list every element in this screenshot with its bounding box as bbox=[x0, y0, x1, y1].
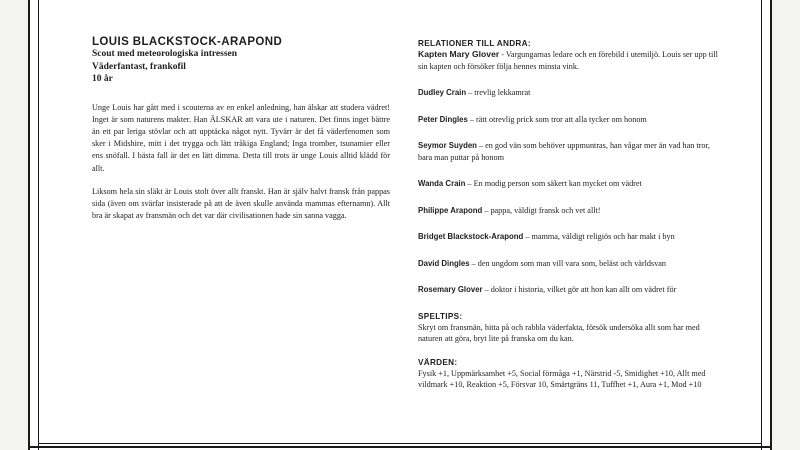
background-paragraph: Liksom hela sin släkt är Louis stolt över allt franskt. Han är själv halvt fransk från pappas sida (även om svärfar insisterade på att de även skulle använda mammas efternamn). Allt bra är skapat av fransmän och det var där civilisationen hade sin sanna vagga. bbox=[92, 186, 390, 221]
relations-heading: RELATIONER TILL ANDRA: bbox=[418, 39, 531, 48]
relation-name: Bridget Blackstock-Arapond bbox=[418, 232, 524, 241]
relation-name: Seymor Suyden bbox=[418, 141, 477, 150]
relation-text: – mamma, väldigt religiös och har makt i byn bbox=[523, 232, 675, 241]
relation-item bbox=[418, 140, 718, 163]
character-traits: Väderfantast, frankofil bbox=[92, 61, 186, 72]
tips-heading: SPELTIPS: bbox=[418, 311, 463, 321]
background-paragraph: Unge Louis har gått med i scouterna av en enkel anledning, han älskar att studera vädret! Inget är som naturens makter. Han ÄLSKAR att vara ute i naturen. Det finns inget bättre än ett par leriga stövlar och att upptäcka något nytt. Tyvärr är det få väderfenomen som sker i Midshire, mitt i det trygga och lätt tråkiga England; Inga tromber, tsunamier eller ens snöfall. I bästa fall är det en lätt dimma. Detta till trots är unge Louis alltid klädd för allt. bbox=[92, 102, 390, 173]
relation-item bbox=[418, 178, 718, 190]
relation-item bbox=[418, 258, 718, 270]
relation-name: Rosemary Glover bbox=[418, 285, 483, 294]
border-right-inner bbox=[761, 0, 762, 450]
relation-text: – doktor i historia, vilket gör att hon kan allt om vädret för bbox=[482, 285, 677, 294]
relation-text: – trevlig lekkamrat bbox=[466, 88, 531, 97]
border-left-outer bbox=[28, 0, 30, 450]
border-bottom-inner bbox=[38, 443, 762, 444]
relation-text: - Vargungarnas ledare och en förebild i utemiljö. Louis ser upp till sin kapten och försöker följa hennes minsta vink. bbox=[418, 50, 718, 71]
character-name: LOUIS BLACKSTOCK-ARAPOND bbox=[92, 36, 283, 48]
relation-name: Philippe Arapond bbox=[418, 205, 483, 215]
relation-text: – den ungdom som man vill vara som, beläst och världsvan bbox=[469, 258, 667, 268]
relation-text: – rätt otrevlig prick som tror att alla tycker om honom bbox=[467, 114, 647, 124]
relation-item bbox=[418, 114, 718, 126]
relation-item bbox=[418, 205, 718, 217]
relation-name: Kapten Mary Glover bbox=[418, 49, 500, 59]
border-left-inner bbox=[38, 0, 39, 450]
relation-name: Wanda Crain bbox=[418, 179, 466, 188]
relation-item bbox=[418, 231, 718, 243]
relation-item bbox=[418, 87, 718, 99]
relation-item bbox=[418, 49, 718, 72]
relation-item bbox=[418, 284, 718, 296]
relation-text: – En modig person som säkert kan mycket om vädret bbox=[465, 179, 642, 188]
character-subtitle: Scout med meteorologiska intressen bbox=[92, 49, 238, 59]
relations-column bbox=[418, 38, 718, 391]
border-bottom-outer bbox=[28, 446, 772, 448]
character-column bbox=[92, 36, 390, 222]
tips-text: Skryt om fransmän, hitta på och rabbla väderfakta, försök undersöka allt som har med naturen att göra, bryt lite på franska om du kan. bbox=[418, 322, 700, 343]
stats-heading: VÄRDEN: bbox=[418, 357, 458, 367]
border-right-outer bbox=[770, 0, 772, 450]
relation-name: Dudley Crain bbox=[418, 88, 467, 97]
relation-name: David Dingles bbox=[418, 258, 470, 268]
relation-text: – en god vän som behöver uppmuntras, han vågar mer än vad han tror, bara man puttar på honom bbox=[418, 141, 710, 162]
character-age: 10 år bbox=[92, 74, 113, 84]
stats-text: Fysik +1, Uppmärksamhet +5, Social förmåga +1, Närstrid -5, Smidighet +10, Allt med vildmark +10, Reaktion +5, Försvar 10, Smärtgräns 11, Tuffhet +1, Aura +1, Mod +10 bbox=[418, 368, 706, 389]
relation-text: – pappa, väldigt fransk och vet allt! bbox=[482, 205, 601, 215]
relation-name: Peter Dingles bbox=[418, 114, 468, 124]
